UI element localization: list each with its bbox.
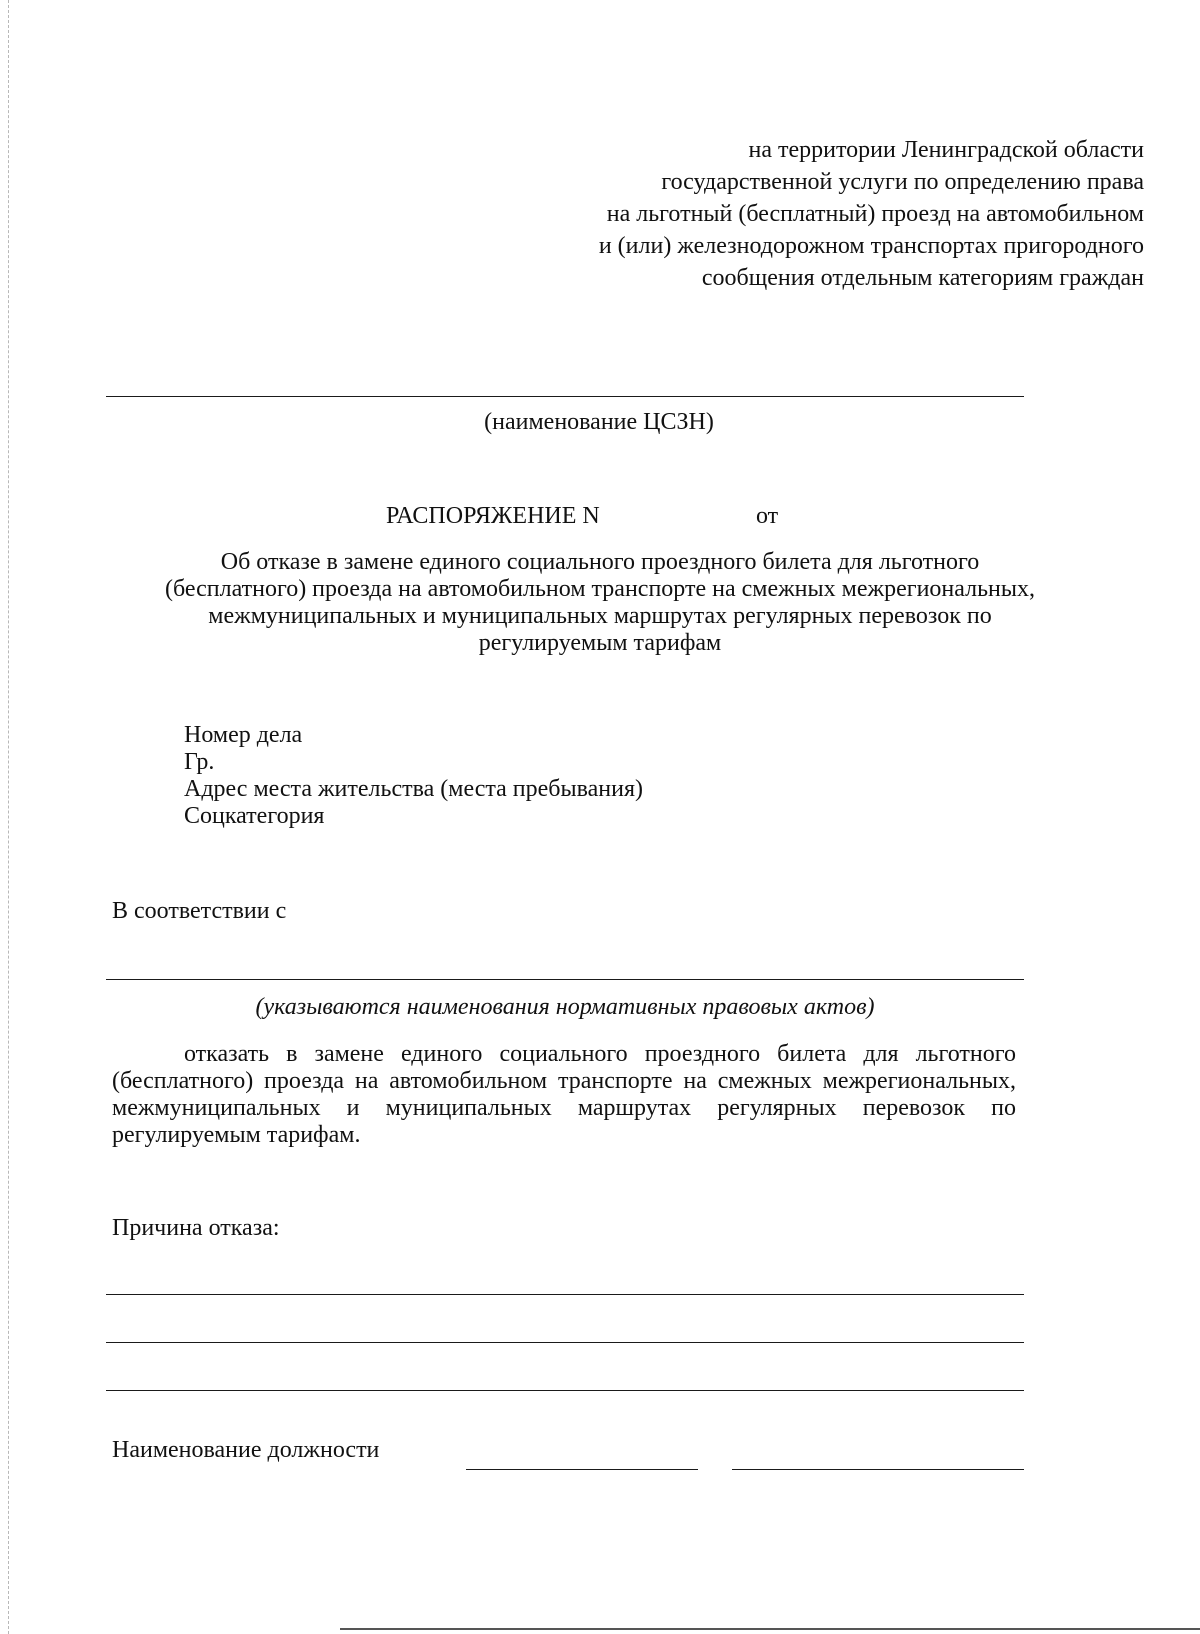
decision-line-1: отказать в замене единого социального проездного билета для льготного [184, 1041, 1016, 1067]
case-number-label: Номер дела [184, 722, 303, 748]
basis-label: В соответствии с [112, 898, 287, 924]
name-line [732, 1469, 1024, 1470]
header-line-5: сообщения отдельным категориям граждан [701, 265, 1144, 291]
signature-line [466, 1469, 698, 1470]
citizen-label: Гр. [184, 749, 215, 775]
decision-line-2: (бесплатного) проезда на автомобильном транспорте на смежных межрегиональных, [112, 1068, 1016, 1094]
scan-edge-left [8, 0, 9, 1634]
order-title: РАСПОРЯЖЕНИЕ N [386, 503, 600, 529]
header-line-1: на территории Ленинградской области [748, 137, 1144, 163]
category-label: Соцкатегория [184, 803, 325, 829]
header-line-4: и (или) железнодорожном транспортах пригородного [598, 233, 1144, 259]
reason-line-1 [106, 1294, 1024, 1295]
subject-line-4: регулируемым тарифам [478, 630, 722, 656]
position-label: Наименование должности [112, 1437, 380, 1463]
scan-edge-bottom [340, 1628, 1200, 1630]
subject-line-1: Об отказе в замене единого социального проездного билета для льготного [220, 549, 980, 575]
subject-line-2: (бесплатного) проезда на автомобильном транспорте на смежных межрегиональных, [164, 576, 1036, 602]
reason-label: Причина отказа: [112, 1215, 280, 1241]
reason-line-3 [106, 1390, 1024, 1391]
address-label: Адрес места жительства (места пребывания) [184, 776, 643, 802]
org-name-line [106, 396, 1024, 397]
reason-line-2 [106, 1342, 1024, 1343]
header-line-2: государственной услуги по определению права [661, 169, 1144, 195]
decision-line-4: регулируемым тарифам. [112, 1122, 361, 1148]
subject-line-3: межмуниципальных и муниципальных маршрутах регулярных перевозок по [208, 603, 992, 629]
basis-line [106, 979, 1024, 980]
order-date-label: от [756, 503, 779, 529]
header-line-3: на льготный (бесплатный) проезд на автомобильном [606, 201, 1144, 227]
org-caption: (наименование ЦСЗН) [484, 409, 714, 435]
basis-caption: (указываются наименования нормативных правовых актов) [255, 994, 875, 1020]
decision-line-3: межмуниципальных и муниципальных маршрутах регулярных перевозок по [112, 1095, 1016, 1121]
